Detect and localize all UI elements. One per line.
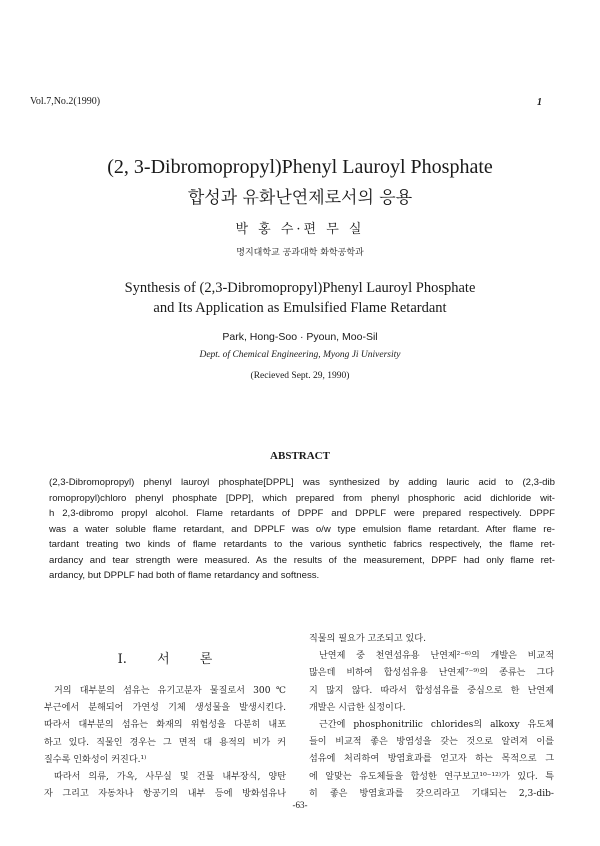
page-number-top: 1: [537, 97, 542, 108]
authors-korean: 박 홍 수·편 무 실: [235, 222, 365, 237]
body-column-left: [44, 683, 286, 803]
body-line: 히 좋은 방염효과를 갖으리라고 기대되는 2,3-dib-: [309, 788, 554, 799]
body-line: 거의 대부분의 섬유는 유기고분자 물질로서 300℃: [54, 686, 286, 696]
abstract-line: ardancy, but DPPLF had both of flame retardancy and softness.: [49, 570, 320, 581]
body-line: 하고 있다. 직물인 경우는 그 면적 대 용적의 비가 커: [44, 737, 286, 748]
body-line: 자 그리고 자동차나 항공기의 내부 등에 방화섬유나: [44, 789, 286, 800]
title-english: (2, 3-Dibromopropyl)Phenyl Lauroyl Phosphate: [107, 156, 493, 178]
body-line: 들이 비교적 좋은 방염성을 갖는 것으로 알려져 이를: [309, 737, 554, 748]
body-line: 질수록 인화성이 커진다.¹⁾: [44, 754, 147, 765]
title-korean: 합성과 유화난연제로서의 응용: [187, 188, 413, 208]
body-line: 지 많지 않다. 따라서 합성섬유를 중심으로 한 난연제: [309, 685, 554, 696]
body-line: 난연제 중 천연섬유용 난연제²⁻⁶⁾의 개발은 비교적: [319, 651, 554, 662]
subtitle-line-2: and Its Application as Emulsified Flame Retardant: [153, 300, 447, 316]
section-heading: I. 서 론: [117, 652, 213, 667]
body-line: 에 알맞는 유도체들을 합성한 연구보고¹⁰⁻¹²⁾가 있다. 특: [309, 771, 554, 782]
body-line: 따라서 의류, 가옥, 사무실 및 건물 내부장식, 양탄: [54, 771, 286, 782]
abstract-heading: ABSTRACT: [270, 450, 330, 462]
affiliation-english: Dept. of Chemical Engineering, Myong Ji University: [199, 350, 401, 360]
body-line: 많은데 비하여 합성섬유용 난연제⁷⁻⁹⁾의 종류는 그다: [309, 668, 554, 679]
abstract-line: tardant treating two kinds of flame retardants to the various synthetic fabrics respectively, the flame ret-: [49, 539, 555, 550]
body-line: 섬유에 처리하여 방염효과를 얻고자 하는 목적으로 그: [309, 754, 554, 765]
authors-english: Park, Hong-Soo · Pyoun, Moo-Sil: [222, 331, 378, 343]
abstract-body: [49, 475, 555, 584]
subtitle-line-1: Synthesis of (2,3-Dibromopropyl)Phenyl Lauroyl Phosphate: [124, 280, 476, 296]
abstract-line: h 2,3-dibromo propyl alcohol. Flame retardants of DPPF and DPPLF were prepared respectively. DPPF: [49, 508, 555, 519]
body-line: 부근에서 분해되어 가연성 기체 생성물을 발생시킨다.: [44, 703, 286, 714]
body-line: 근간에 phosphonitrilic chlorides의 alkoxy 유도체: [319, 719, 554, 730]
abstract-line: was a water soluble flame retardant, and DPPLF was o/w type emulsion flame retardant. After flame re-: [49, 523, 555, 535]
page-number-footer: -63-: [292, 800, 308, 810]
body-line: 개발은 시급한 실정이다.: [309, 702, 406, 713]
journal-volume: Vol.7,No.2(1990): [30, 96, 101, 107]
affiliation-korean: 명지대학교 공과대학 화학공학과: [236, 248, 364, 258]
abstract-line: (2,3-Dibromopropyl) phenyl lauroyl phosphate[DPPL] was synthesized by adding lauric acid to (2,3-dib: [49, 477, 555, 488]
received-date: (Recieved Sept. 29, 1990): [250, 371, 350, 381]
body-line: 따라서 대부분의 섬유는 화재의 위험성을 다분히 내포: [44, 720, 286, 731]
body-line: 직물의 필요가 고조되고 있다.: [309, 634, 426, 644]
body-column-right: [309, 631, 554, 803]
abstract-line: romopropyl)chloro phenyl phosphate [DPP], which prepared from phenyl phosphoric acid dichloride wit-: [49, 492, 555, 504]
abstract-line: ardancy and tear strength were measured. As the results of the measurement, DPPF had only flame ret-: [49, 554, 555, 566]
